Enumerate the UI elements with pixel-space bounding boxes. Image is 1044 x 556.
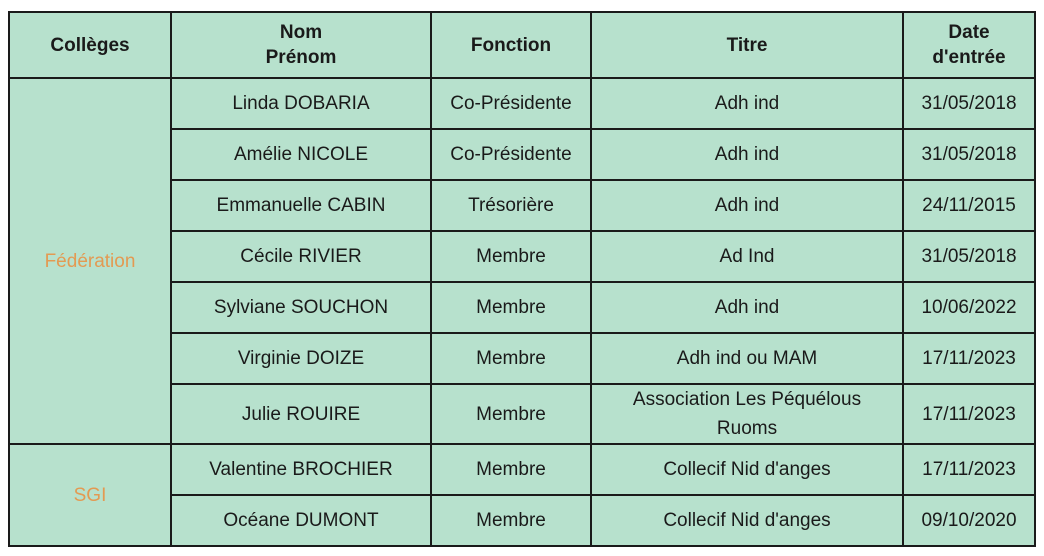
- cell-nom: Virginie DOIZE: [171, 333, 431, 384]
- header-prenom: Prénom: [265, 47, 337, 68]
- cell-titre-line2: Ruoms: [716, 418, 778, 439]
- header-titre: Titre: [591, 12, 903, 78]
- cell-titre: Adh ind ou MAM: [591, 333, 903, 384]
- header-nom-prenom: [171, 12, 431, 78]
- cell-fonction: Membre: [431, 495, 591, 546]
- cell-nom: Linda DOBARIA: [171, 78, 431, 129]
- cell-fonction: Membre: [431, 282, 591, 333]
- cell-nom: Amélie NICOLE: [171, 129, 431, 180]
- cell-fonction: Co-Présidente: [431, 78, 591, 129]
- header-row: [9, 12, 1035, 78]
- table-row: [9, 78, 1035, 129]
- table-row: [9, 444, 1035, 495]
- header-nom: Nom: [279, 22, 323, 43]
- cell-date: 09/10/2020: [903, 495, 1035, 546]
- cell-date: 24/11/2015: [903, 180, 1035, 231]
- cell-titre: Adh ind: [591, 282, 903, 333]
- cell-date: 31/05/2018: [903, 231, 1035, 282]
- cell-fonction: Trésorière: [431, 180, 591, 231]
- cell-titre: Ad Ind: [591, 231, 903, 282]
- cell-titre: Collecif Nid d'anges: [591, 495, 903, 546]
- header-date: Date: [948, 22, 990, 43]
- cell-date: 31/05/2018: [903, 78, 1035, 129]
- cell-titre-line1: Association Les Péquélous: [632, 389, 862, 410]
- cell-fonction: Co-Présidente: [431, 129, 591, 180]
- cell-date: 17/11/2023: [903, 333, 1035, 384]
- cell-nom: Julie ROUIRE: [171, 384, 431, 444]
- cell-titre: Adh ind: [591, 129, 903, 180]
- cell-titre: [591, 384, 903, 444]
- cell-nom: Cécile RIVIER: [171, 231, 431, 282]
- cell-nom: Océane DUMONT: [171, 495, 431, 546]
- cell-nom: Sylviane SOUCHON: [171, 282, 431, 333]
- cell-titre: Adh ind: [591, 180, 903, 231]
- cell-titre: Collecif Nid d'anges: [591, 444, 903, 495]
- cell-date: 17/11/2023: [903, 384, 1035, 444]
- members-table: [8, 11, 1036, 547]
- cell-fonction: Membre: [431, 231, 591, 282]
- header-fonction: Fonction: [431, 12, 591, 78]
- cell-nom: Emmanuelle CABIN: [171, 180, 431, 231]
- cell-nom: Valentine BROCHIER: [171, 444, 431, 495]
- college-sgi: SGI: [9, 444, 171, 546]
- cell-fonction: Membre: [431, 444, 591, 495]
- header-colleges: Collèges: [9, 12, 171, 78]
- college-federation: Fédération: [9, 78, 171, 444]
- cell-date: 10/06/2022: [903, 282, 1035, 333]
- cell-date: 31/05/2018: [903, 129, 1035, 180]
- header-entree: d'entrée: [932, 47, 1006, 68]
- cell-date: 17/11/2023: [903, 444, 1035, 495]
- cell-fonction: Membre: [431, 333, 591, 384]
- cell-fonction: Membre: [431, 384, 591, 444]
- header-date-entree: [903, 12, 1035, 78]
- cell-titre: Adh ind: [591, 78, 903, 129]
